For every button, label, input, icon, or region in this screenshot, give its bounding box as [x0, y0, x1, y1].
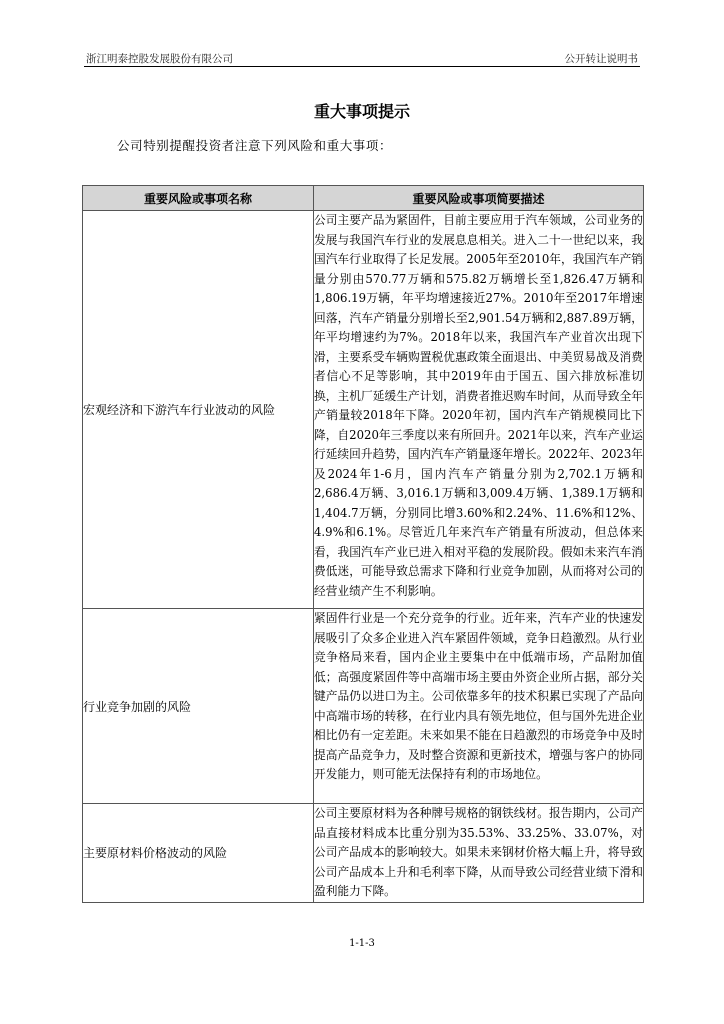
table-header-row — [83, 186, 644, 211]
table-row — [83, 804, 644, 903]
table-row — [83, 609, 644, 804]
risk-table — [82, 185, 644, 903]
section-title: 重大事项提示 — [313, 102, 410, 121]
risk-description: 公司主要产品为紧固件，目前主要应用于汽车领域，公司业务的发展与我国汽车行业的发展息息相关。进入二十一世纪以来，我国汽车行业取得了长足发展。2005年至2010年，我国汽车产销量分别由570.77万辆和575.82万辆增长至1,826.47万辆和1,806.19万辆，年平均增速接近27%。2010年至2017年增速回落，汽车产销量分别增长至2,901.54万辆和2,887.89万辆，年平均增速约为7%。2018年以来，我国汽车产业首次出现下滑，主要系受车辆购置税优惠政策全面退出、中美贸易战及消费者信心不足等影响，其中2019年由于国五、国六排放标准切换，主机厂延缓生产计划，消费者推迟购车时间，从而导致全年产销量较2018年下降。2020年初，国内汽车产销规模同比下降，自2020年三季度以来有所回升。2021年以来，汽车产业运行延续回升趋势，国内汽车产销量逐年增长。2022年、2023年及2024年1-6月，国内汽车产销量分别为2,702.1万辆和2,686.4万辆、3,016.1万辆和3,009.4万辆、1,389.1万辆和1,404.7万辆，分别同比增3.60%和2.24%、11.6%和12%、4.9%和6.1%。尽管近几年来汽车产销量有所波动，但总体来看，我国汽车产业已进入相对平稳的发展阶段。假如未来汽车消费低迷，可能导致总需求下降和行业竞争加剧，从而将对公司的经营业绩产生不利影响。 — [314, 211, 644, 609]
risk-name: 宏观经济和下游汽车行业波动的风险 — [83, 211, 314, 609]
risk-description: 紧固件行业是一个充分竞争的行业。近年来，汽车产业的快速发展吸引了众多企业进入汽车紧固件领域，竞争日趋激烈。从行业竞争格局来看，国内企业主要集中在中低端市场，产品附加值低；高强度紧固件等中高端市场主要由外资企业所占据，部分关键产品仍以进口为主。公司依靠多年的技术积累已实现了产品向中高端市场的转移，在行业内具有领先地位，但与国外先进企业相比仍有一定差距。未来如果不能在日趋激烈的市场竞争中及时提高产品竞争力，及时整合资源和更新技术，增强与客户的协同开发能力，则可能无法保持有利的市场地位。 — [314, 609, 644, 804]
column-header-risk-name: 重要风险或事项名称 — [83, 186, 314, 211]
risk-name: 行业竞争加剧的风险 — [83, 609, 314, 804]
table-row — [83, 211, 644, 609]
header-document-type: 公开转让说明书 — [564, 53, 638, 65]
intro-text: 公司特别提醒投资者注意下列风险和重大事项： — [117, 138, 393, 153]
risk-description: 公司主要原材料为各种牌号规格的钢铁线材。报告期内，公司产品直接材料成本比重分别为35.53%、33.25%、33.07%，对公司产品成本的影响较大。如果未来钢材价格大幅上升，将导致公司产品成本上升和毛利率下降，从而导致公司经营业绩下滑和盈利能力下降。 — [314, 804, 644, 903]
risk-name: 主要原材料价格波动的风险 — [83, 804, 314, 903]
page-header — [84, 50, 640, 67]
header-company-name: 浙江明泰控股发展股份有限公司 — [86, 53, 233, 65]
page-number: 1-1-3 — [349, 938, 375, 949]
column-header-risk-description: 重要风险或事项简要描述 — [314, 186, 644, 211]
